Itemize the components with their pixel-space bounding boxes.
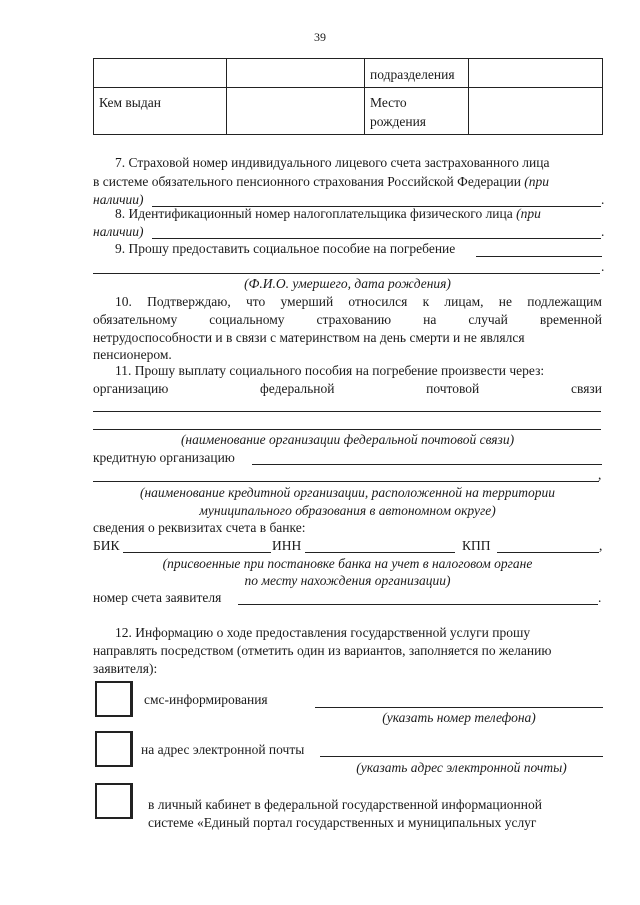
item11-word: организацию xyxy=(93,381,169,396)
email-caption: (указать адрес электронной почты) xyxy=(356,760,567,775)
item11-line2 xyxy=(93,381,602,397)
item8-line1-text: 8. Идентификационный номер налогоплательщика физического лица xyxy=(115,206,513,221)
phone-caption: (указать номер телефона) xyxy=(382,710,536,725)
item12-line2: направлять посредством (отметить один из вариантов, заполняется по желанию xyxy=(93,643,552,658)
item7-line2-text: в системе обязательного пенсионного страхования Российской Федерации xyxy=(93,174,521,189)
post-org-field-1[interactable] xyxy=(93,411,601,412)
subdivision-label: подразделения xyxy=(370,67,455,82)
account-label: номер счета заявителя xyxy=(93,590,222,605)
item10-word: не xyxy=(498,294,512,309)
item7-line2 xyxy=(93,174,549,190)
post-org-caption: (наименование организации федеральной почтовой связи) xyxy=(180,432,515,447)
item8-line1-note: (при xyxy=(516,206,541,221)
item10-word: подлежащим xyxy=(527,294,602,309)
tax-caption-1: (присвоенные при постановке банка на учет в налоговом органе xyxy=(162,556,533,571)
item10-word: страхованию xyxy=(316,312,392,327)
item10-word: на xyxy=(423,312,437,327)
sms-checkbox[interactable] xyxy=(95,681,133,717)
item7-tail: . xyxy=(601,192,605,207)
item10-word: 10. xyxy=(115,294,132,309)
deceased-field-1[interactable] xyxy=(476,256,602,257)
bank-details-label: сведения о реквизитах счета в банке: xyxy=(93,520,306,535)
credit-org-tail: , xyxy=(598,467,602,482)
gosuslugi-label-1: в личный кабинет в федеральной государственной информационной xyxy=(148,797,542,812)
item10-line3: нетрудоспособности и в связи с материнством на день смерти и не являлся xyxy=(93,330,525,345)
item7-note: наличии) xyxy=(93,192,144,207)
email-label: на адрес электронной почты xyxy=(141,742,305,757)
inn-field[interactable] xyxy=(305,552,455,553)
credit-org-field-1[interactable] xyxy=(252,464,602,465)
item10-line2 xyxy=(93,312,602,328)
gosuslugi-checkbox[interactable] xyxy=(95,783,133,819)
item10-word: Подтверждаю, xyxy=(147,294,231,309)
deceased-field-2[interactable] xyxy=(93,273,600,274)
credit-org-field-2[interactable] xyxy=(93,481,599,482)
gosuslugi-label-2: системе «Единый портал государственных и муниципальных услуг xyxy=(148,815,537,830)
kpp-field[interactable] xyxy=(497,552,599,553)
bik-field[interactable] xyxy=(123,552,271,553)
birthplace-label-1: Место xyxy=(370,95,407,110)
item10-word: умерший xyxy=(280,294,334,309)
kpp-label: КПП xyxy=(462,538,491,553)
item9-tail: . xyxy=(601,259,605,274)
item10-line4: пенсионером. xyxy=(93,347,172,362)
birthplace-label-2: рождения xyxy=(370,114,427,129)
item10-word: временной xyxy=(539,312,602,327)
issued-by-label: Кем выдан xyxy=(99,95,161,110)
item10-word: обязательному xyxy=(93,312,178,327)
item10-word: случай xyxy=(468,312,508,327)
item9-line1: 9. Прошу предоставить социальное пособие на погребение xyxy=(115,241,456,256)
email-checkbox[interactable] xyxy=(95,731,133,767)
account-field[interactable] xyxy=(238,604,598,605)
item7-line2-note: (при xyxy=(524,174,550,189)
item9-caption: (Ф.И.О. умершего, дата рождения) xyxy=(244,276,451,291)
item8-note: наличии) xyxy=(93,224,144,239)
credit-org-caption-2: муниципального образования в автономном округе) xyxy=(199,503,496,518)
item12-line3: заявителя): xyxy=(93,661,158,676)
item8-tail: . xyxy=(601,224,605,239)
credit-org-caption-1: (наименование кредитной организации, расположенной на территории xyxy=(139,485,555,500)
phone-field[interactable] xyxy=(315,707,603,708)
item11-word: почтовой xyxy=(426,381,480,396)
item7-line1: 7. Страховой номер индивидуального лицевого счета застрахованного лица xyxy=(115,155,550,170)
table-cell-series[interactable] xyxy=(232,80,362,81)
item10-word: относился xyxy=(348,294,408,309)
inn-label: ИНН xyxy=(272,538,302,553)
item8-line1 xyxy=(115,206,541,222)
kpp-tail: , xyxy=(599,538,603,553)
inn-person-field[interactable] xyxy=(152,238,601,239)
item10-line1 xyxy=(115,294,602,310)
email-field[interactable] xyxy=(320,756,603,757)
item11-word: связи xyxy=(571,381,602,396)
item10-word: лицам, xyxy=(444,294,484,309)
credit-org-label: кредитную организацию xyxy=(93,450,235,465)
page-number: 39 xyxy=(314,30,326,44)
item10-word: социальному xyxy=(209,312,285,327)
account-tail: . xyxy=(598,590,602,605)
item10-word: что xyxy=(245,294,266,309)
item10-word: к xyxy=(422,294,430,309)
post-org-field-2[interactable] xyxy=(93,429,601,430)
sms-label: смс-информирования xyxy=(144,692,268,707)
item11-line1: 11. Прошу выплату социального пособия на погребение произвести через: xyxy=(115,363,545,378)
item12-line1: 12. Информацию о ходе предоставления государственной услуги прошу xyxy=(115,625,531,640)
bik-label: БИК xyxy=(93,538,120,553)
item11-word: федеральной xyxy=(260,381,335,396)
tax-caption-2: по месту нахождения организации) xyxy=(244,573,451,588)
